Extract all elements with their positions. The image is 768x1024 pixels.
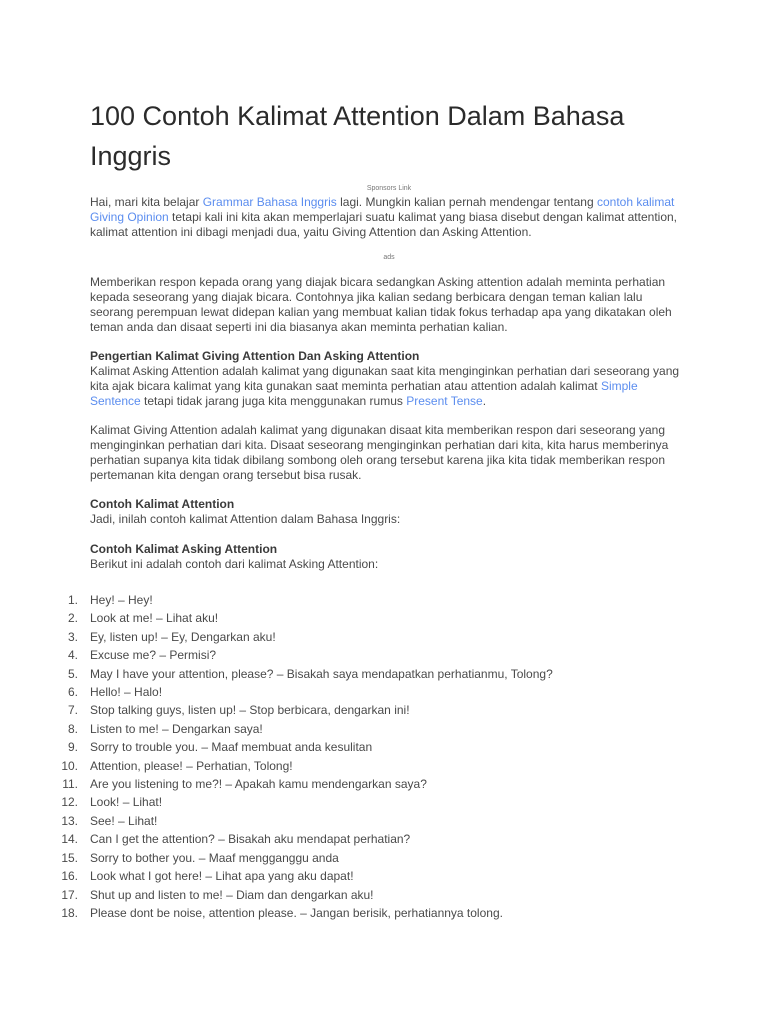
list-text: Hello! – Halo! xyxy=(90,685,163,700)
list-text: Sorry to bother you. – Maaf mengganggu anda xyxy=(90,850,339,865)
list-number: 2. xyxy=(67,611,78,626)
page-title: 100 Contoh Kalimat Attention Dalam Bahasa Inggris xyxy=(90,101,625,171)
list-item xyxy=(67,665,680,683)
list-item xyxy=(67,720,680,738)
list-text: Listen to me! – Dengarkan saya! xyxy=(90,721,263,736)
examples-intro-text: Jadi, inilah contoh kalimat Attention dalam Bahasa Inggris: xyxy=(90,512,401,526)
list-item xyxy=(67,628,680,646)
list-item xyxy=(61,867,680,885)
list-item xyxy=(61,793,680,811)
asking-intro-text: Berikut ini adalah contoh dari kalimat Asking Attention: xyxy=(90,557,379,571)
list-item xyxy=(61,830,680,848)
list-number: 16. xyxy=(61,869,78,884)
list-text: Look at me! – Lihat aku! xyxy=(90,611,219,626)
simple-sentence-link[interactable]: Simple Sentence xyxy=(90,379,638,408)
list-item xyxy=(61,886,680,904)
present-tense-link[interactable]: Present Tense xyxy=(406,394,483,408)
sponsors-label: Sponsors Link xyxy=(366,185,412,192)
list-text: Attention, please! – Perhatian, Tolong! xyxy=(90,758,293,773)
list-text: Look what I got here! – Lihat apa yang aku dapat! xyxy=(90,869,354,884)
definition-text-3: . xyxy=(482,394,487,408)
list-item xyxy=(67,646,680,664)
intro-text-1: Hai, mari kita belajar xyxy=(90,195,203,209)
list-text: Sorry to trouble you. – Maaf membuat anda kesulitan xyxy=(90,740,373,755)
section-definition xyxy=(90,349,680,409)
list-text: Can I get the attention? – Bisakah aku mendapat perhatian? xyxy=(90,832,411,847)
list-number: 4. xyxy=(67,648,78,663)
definition-text-2: tetapi tidak jarang juga kita menggunakan rumus xyxy=(140,394,407,408)
list-number: 15. xyxy=(61,850,78,865)
list-item xyxy=(61,812,680,830)
list-text: Are you listening to me?! – Apakah kamu mendengarkan saya? xyxy=(90,777,427,792)
list-text: Excuse me? – Permisi? xyxy=(90,648,217,663)
list-item xyxy=(67,738,680,756)
intro-paragraph xyxy=(90,195,680,240)
paragraph-2: Memberikan respon kepada orang yang diajak bicara sedangkan Asking attention adalah meminta perhatian kepada seseorang yang diajak bicara. Contohnya jika kalian sedang berbicara dengan teman kalian lalu seorang perempuan lewat didepan kalian yang membuat kalian tidak fokus terhadap apa yang dikatakan oleh teman anda dan disaat seperti ini dia biasanya akan meminta perhatian kalian. xyxy=(90,275,672,334)
section-heading-examples: Contoh Kalimat Attention xyxy=(90,497,235,511)
list-number: 17. xyxy=(61,887,78,902)
list-text: Shut up and listen to me! – Diam dan dengarkan aku! xyxy=(90,887,374,902)
list-number: 18. xyxy=(61,905,78,920)
list-item xyxy=(62,775,680,793)
list-number: 1. xyxy=(67,593,78,607)
paragraph-4: Kalimat Giving Attention adalah kalimat yang digunakan disaat kita memberikan respon dari seseorang yang menginginkan perhatian dari kita. Disaat seseorang menginginkan perhatian dari kita, kita harus memberinya perhatian supanya kita tidak dibilang sombong oleh orang tersebut karena jika kita tidak memberikan respon pertemanan kita dengan orang tersebut bisa rusak. xyxy=(90,423,669,482)
list-item xyxy=(67,683,680,701)
list-text: Stop talking guys, listen up! – Stop berbicara, dengarkan ini! xyxy=(90,703,410,718)
intro-text-2: lagi. Mungkin kalian pernah mendengar tentang xyxy=(336,195,597,209)
grammar-link[interactable]: Grammar Bahasa Inggris xyxy=(202,195,337,209)
list-number: 13. xyxy=(61,813,78,828)
ads-label: ads xyxy=(383,254,395,261)
list-item xyxy=(67,591,680,609)
list-text: May I have your attention, please? – Bisakah saya mendapatkan perhatianmu, Tolong? xyxy=(90,666,553,681)
list-number: 9. xyxy=(67,740,78,755)
list-number: 14. xyxy=(61,832,78,847)
list-number: 5. xyxy=(67,666,78,681)
list-item xyxy=(61,849,680,867)
examples-list xyxy=(61,591,680,922)
list-text: Please dont be noise, attention please. – Jangan berisik, perhatiannya tolong. xyxy=(90,905,503,920)
list-text: Look! – Lihat! xyxy=(90,795,163,810)
section-heading-definition: Pengertian Kalimat Giving Attention Dan Asking Attention xyxy=(90,349,420,363)
list-item xyxy=(61,904,680,922)
list-item xyxy=(67,701,680,719)
list-number: 11. xyxy=(62,777,78,792)
list-number: 3. xyxy=(67,629,78,644)
list-item xyxy=(67,609,680,627)
list-text: See! – Lihat! xyxy=(90,813,158,828)
section-examples-intro xyxy=(90,497,680,527)
list-number: 10. xyxy=(61,758,78,773)
list-text: Hey! – Hey! xyxy=(90,593,153,607)
definition-text-1: Kalimat Asking Attention adalah kalimat yang digunakan saat kita menginginkan perhatian dari seseorang yang kita ajak bicara kalimat yang kita gunakan saat meminta perhatian atau attention adalah kalimat xyxy=(90,364,680,393)
list-number: 12. xyxy=(61,795,78,810)
giving-opinion-link[interactable]: contoh kalimat Giving Opinion xyxy=(90,195,675,224)
list-text: Ey, listen up! – Ey, Dengarkan aku! xyxy=(90,629,276,644)
list-number: 7. xyxy=(67,703,78,718)
section-asking-intro xyxy=(90,542,680,572)
list-number: 8. xyxy=(67,721,78,736)
intro-text-3: tetapi kali ini kita akan memperlajari suatu kalimat yang biasa disebut dengan kalimat attention, kalimat attention ini dibagi menjadi dua, yaitu Giving Attention dan Asking Attention. xyxy=(90,210,678,239)
list-item xyxy=(61,757,680,775)
list-number: 6. xyxy=(67,685,78,700)
section-heading-asking: Contoh Kalimat Asking Attention xyxy=(90,542,278,556)
